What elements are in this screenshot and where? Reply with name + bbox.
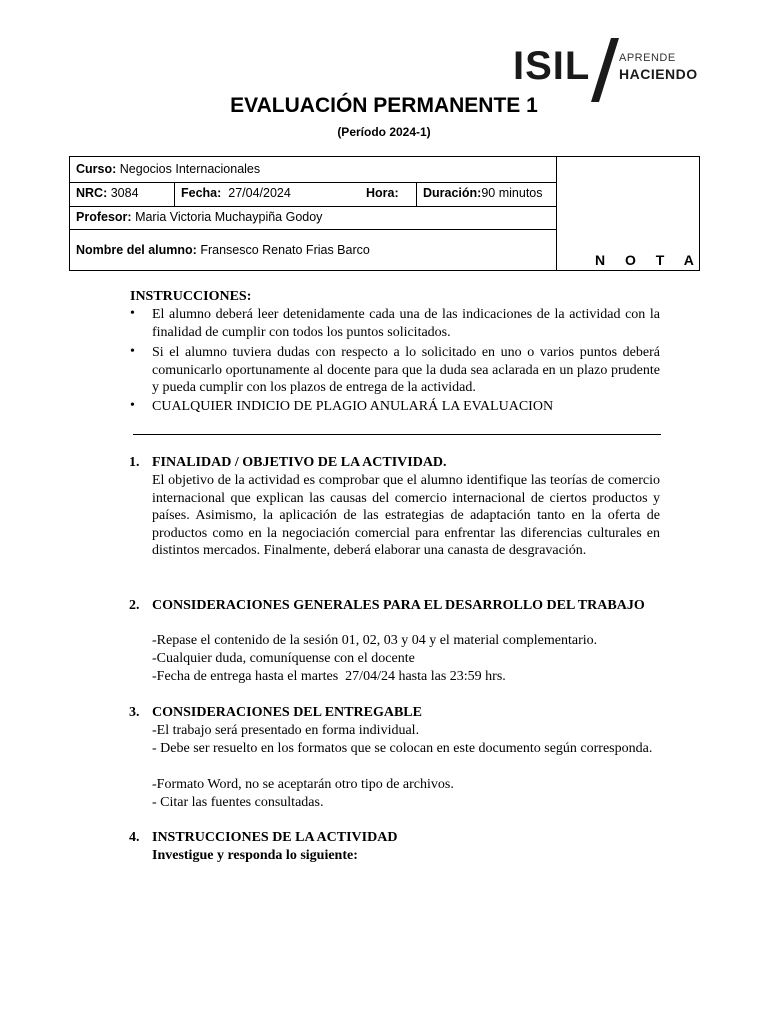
logo-slash-icon bbox=[591, 38, 619, 102]
section-3-line-2: - Debe ser resuelto en los formatos que se colocan en este documento según corresponda. bbox=[152, 741, 653, 756]
instructions-heading: INSTRUCCIONES: bbox=[130, 289, 252, 304]
logo-tagline-1: APRENDE bbox=[619, 52, 676, 64]
isil-logo bbox=[513, 38, 703, 102]
section-4-heading: INSTRUCCIONES DE LA ACTIVIDAD bbox=[152, 830, 398, 845]
hora-cell: Hora: bbox=[366, 186, 399, 200]
bullet-icon: • bbox=[130, 344, 135, 359]
nrc-value: 3084 bbox=[110, 186, 139, 200]
alumno-value: Fransesco Renato Frias Barco bbox=[200, 243, 370, 257]
bullet-icon: • bbox=[130, 398, 135, 413]
fecha-cell: Fecha: 27/04/2024 bbox=[181, 186, 291, 200]
logo-brand: ISIL bbox=[513, 44, 591, 88]
instruction-item-1: El alumno deberá leer detenidamente cada una de las indicaciones de la actividad con la finalidad de cumplir con todos los puntos solicitados. bbox=[152, 307, 660, 340]
section-2-line-3: -Fecha de entrega hasta el martes 27/04/24 hasta las 23:59 hrs. bbox=[152, 669, 506, 684]
section-3-number: 3. bbox=[129, 705, 140, 720]
section-2-line-2: -Cualquier duda, comuníquense con el docente bbox=[152, 651, 415, 666]
section-3-line-3: -Formato Word, no se aceptarán otro tipo de archivos. bbox=[152, 777, 454, 792]
curso-cell: Curso: Negocios Internacionales bbox=[76, 162, 261, 176]
section-3-line-4: - Citar las fuentes consultadas. bbox=[152, 795, 324, 810]
section-1-heading: FINALIDAD / OBJETIVO DE LA ACTIVIDAD. bbox=[152, 455, 447, 470]
section-3-line-1: -El trabajo será presentado en forma individual. bbox=[152, 723, 420, 738]
section-2-heading: CONSIDERACIONES GENERALES PARA EL DESARROLLO DEL TRABAJO bbox=[152, 598, 645, 613]
instruction-item-2: Si el alumno tuviera dudas con respecto a lo solicitado en uno o varios puntos deberá comunicarlo oportunamente al docente para que la duda sea aclarada en un plazo prudente y pueda cumplir con los plazos de entrega de la actividad. bbox=[152, 345, 660, 396]
profesor-cell: Profesor: Maria Victoria Muchaypiña Godoy bbox=[76, 210, 323, 224]
fecha-value: 27/04/2024 bbox=[228, 186, 291, 200]
section-1-text: El objetivo de la actividad es comprobar que el alumno identifique las teorías de comercio internacional que explican las causas del comercio internacional de ciertos productos y países. Asimismo, la aplicación de las estrategias de adaptación tanto en la oferta de productos como en la negociación comercial para enfrentar las diferencias culturales en distintos mercados. Finalmente, deberá elaborar una canasta de desgravación. bbox=[152, 473, 660, 559]
section-1-number: 1. bbox=[129, 455, 140, 470]
section-2-line-1: -Repase el contenido de la sesión 01, 02, 03 y 04 y el material complementario. bbox=[152, 633, 598, 648]
duracion-cell: Duración:90 minutos bbox=[423, 186, 543, 200]
bullet-icon: • bbox=[130, 306, 135, 321]
section-4-number: 4. bbox=[129, 830, 140, 845]
divider bbox=[133, 434, 661, 435]
page-period: (Período 2024-1) bbox=[337, 125, 431, 139]
page-title: EVALUACIÓN PERMANENTE 1 bbox=[230, 94, 538, 117]
instruction-item-3: CUALQUIER INDICIO DE PLAGIO ANULARÁ LA EVALUACION bbox=[152, 399, 554, 414]
nrc-cell: NRC: 3084 bbox=[76, 186, 139, 200]
section-3-heading: CONSIDERACIONES DEL ENTREGABLE bbox=[152, 705, 422, 720]
profesor-value: Maria Victoria Muchaypiña Godoy bbox=[135, 210, 323, 224]
curso-value: Negocios Internacionales bbox=[119, 162, 261, 176]
duracion-value: 90 minutos bbox=[481, 186, 543, 200]
section-2-number: 2. bbox=[129, 598, 140, 613]
logo-tagline-2: HACIENDO bbox=[619, 66, 698, 82]
nota-label: N O T A bbox=[595, 252, 702, 268]
alumno-cell: Nombre del alumno: Fransesco Renato Frias Barco bbox=[76, 243, 370, 257]
section-4-subheading: Investigue y responda lo siguiente: bbox=[152, 848, 358, 863]
